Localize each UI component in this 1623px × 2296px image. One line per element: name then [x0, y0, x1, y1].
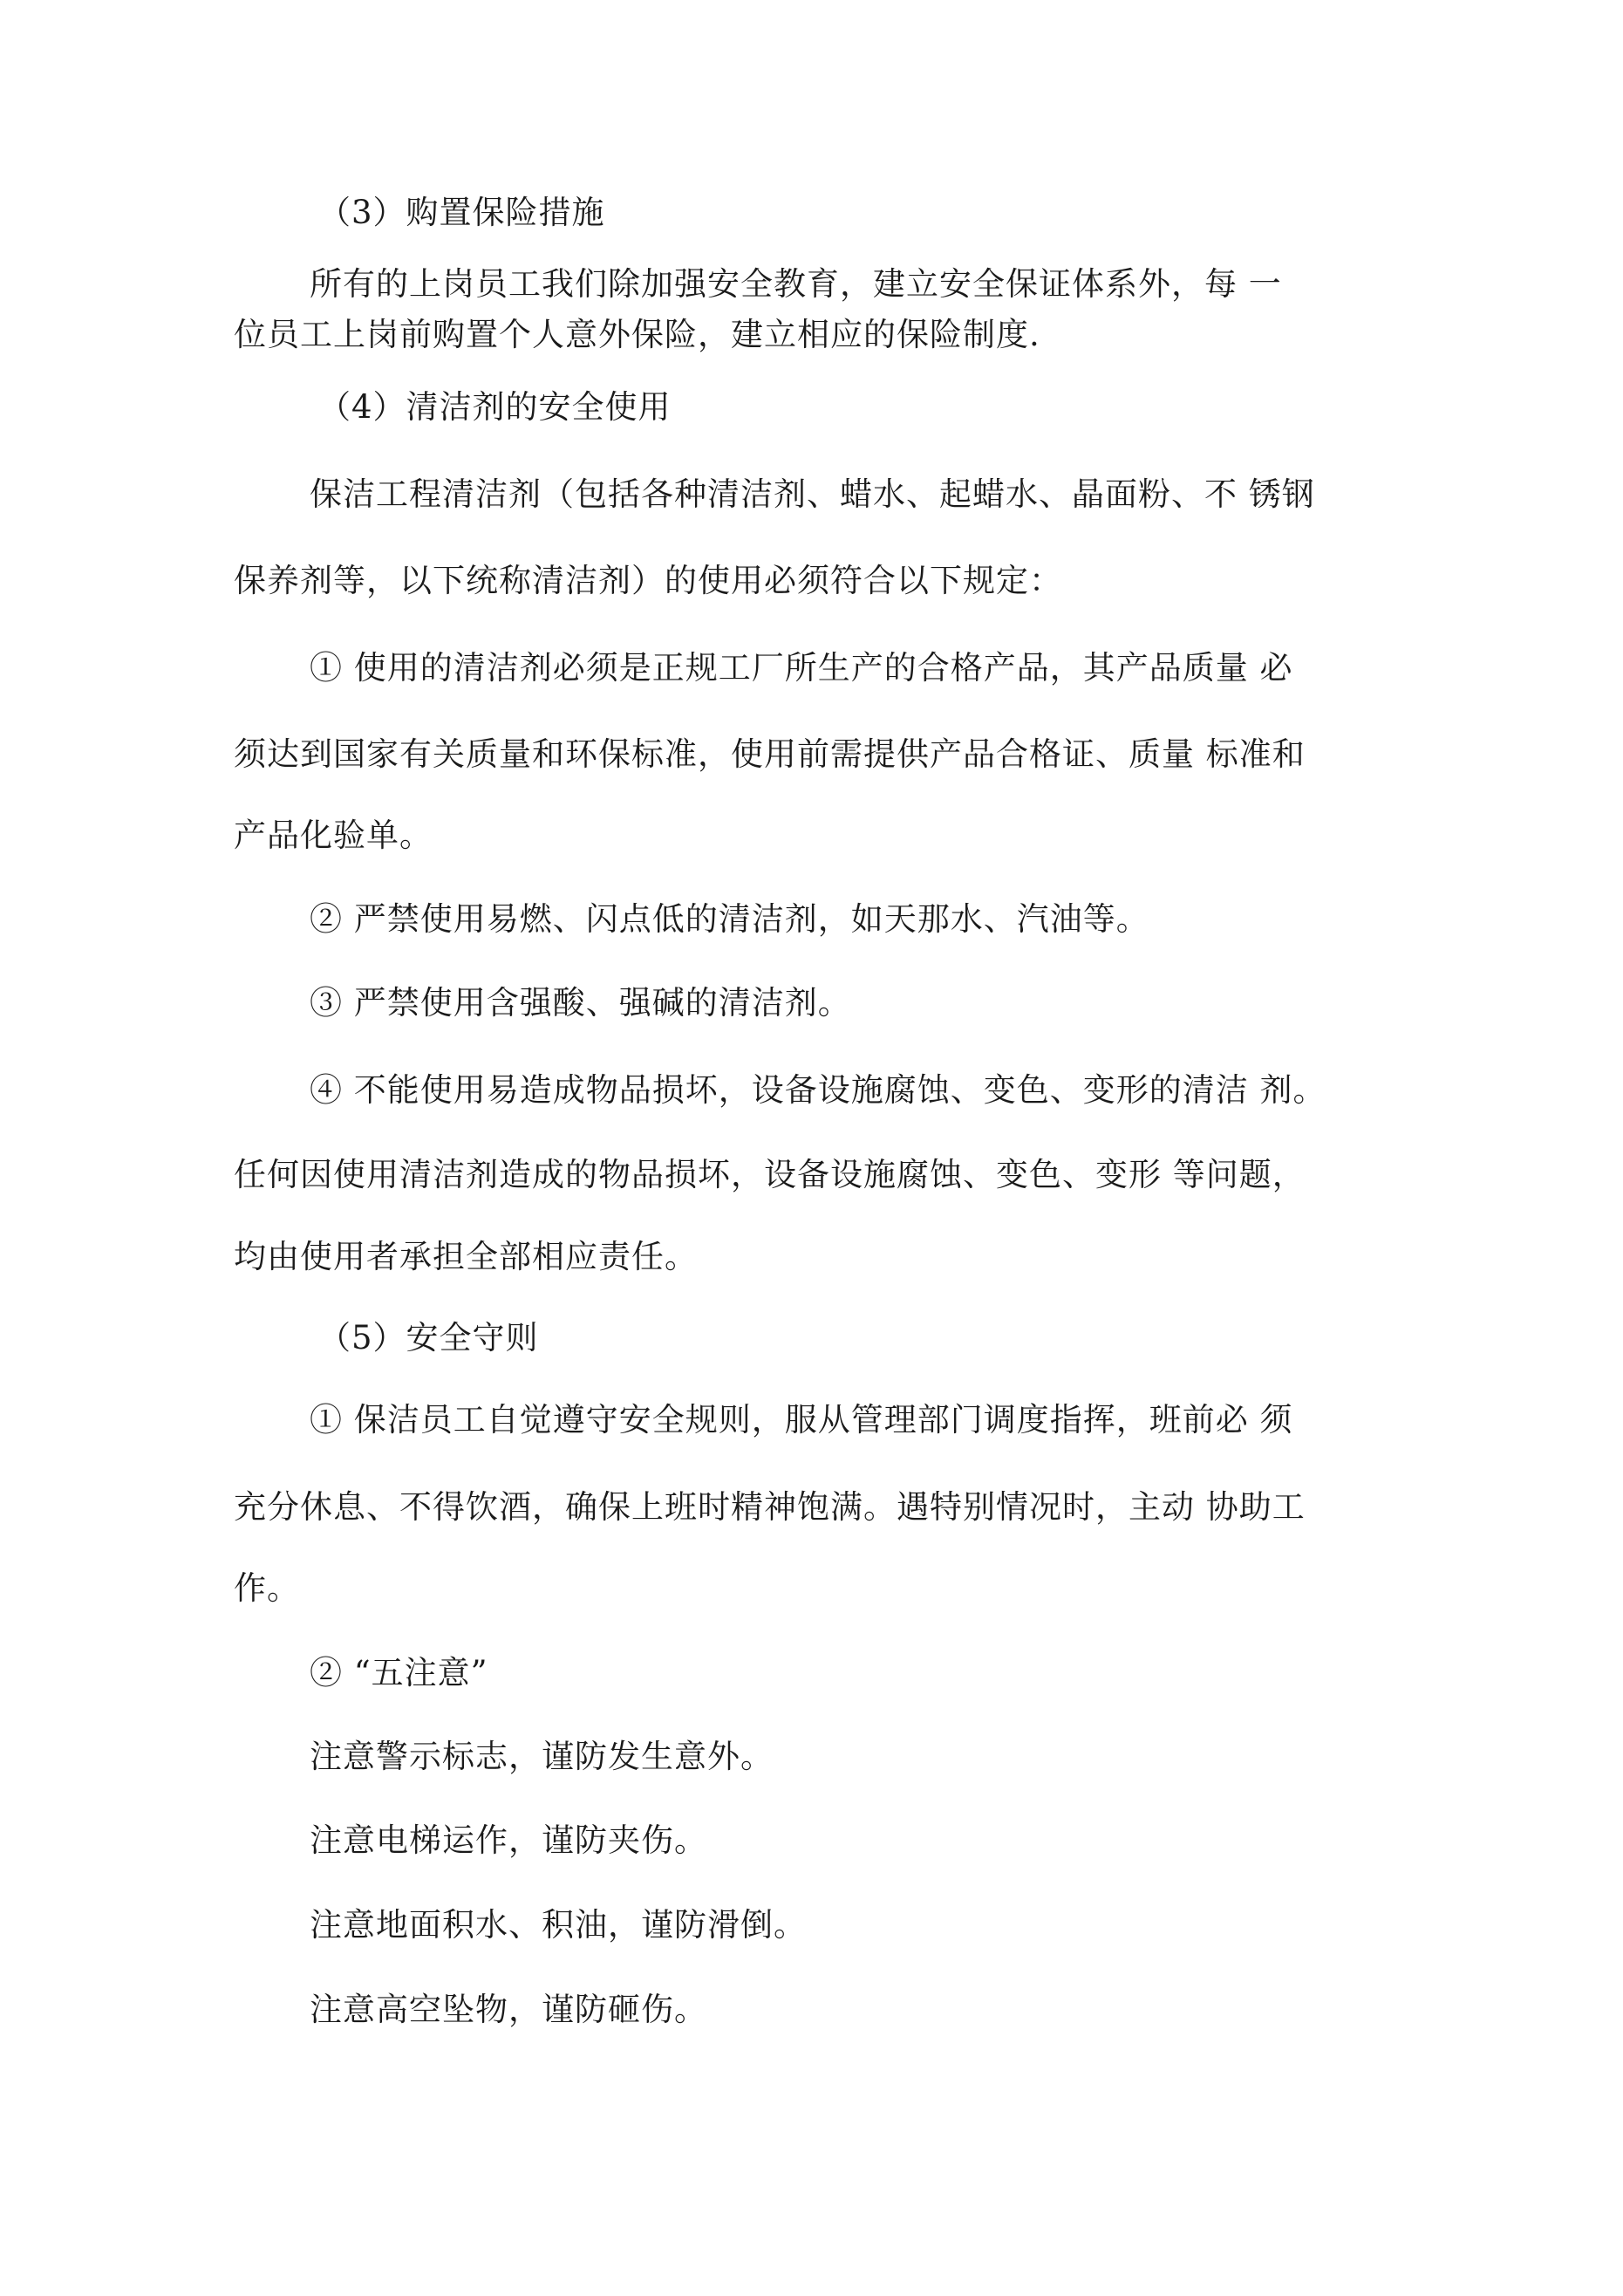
list-item-line: ④ 不能使用易造成物品损坏，设备设施腐蚀、变色、变形的清洁 剂。: [310, 1071, 1326, 1109]
list-item-line: 充分休息、不得饮酒，确保上班时精神饱满。遇特别情况时，主动 协助工: [234, 1488, 1306, 1526]
paragraph-line: 注意地面积水、积油，谨防滑倒。: [310, 1906, 807, 1944]
list-item-line: ① 使用的清洁剂必须是正规工厂所生产的合格产品，其产品质量 必: [310, 649, 1293, 687]
paragraph-line: 注意警示标志，谨防发生意外。: [310, 1738, 774, 1775]
list-item-line: 均由使用者承担全部相应责任。: [234, 1238, 698, 1275]
list-item-line: 产品化验单。: [234, 817, 433, 854]
list-item-line: ③ 严禁使用含强酸、强碱的清洁剂。: [310, 984, 851, 1022]
paragraph-line: 保洁工程清洁剂（包括各种清洁剂、蜡水、起蜡水、晶面粉、不 锈钢: [310, 475, 1315, 513]
section-heading-cleaner-safety: （4）清洁剂的安全使用: [318, 388, 672, 426]
list-item-line: ② 严禁使用易燃、闪点低的清洁剂，如天那水、汽油等。: [310, 900, 1149, 938]
paragraph-line: 位员工上岗前购置个人意外保险，建立相应的保险制度.: [234, 316, 1040, 353]
list-item-line: 须达到国家有关质量和环保标准，使用前需提供产品合格证、质量 标准和: [234, 735, 1306, 773]
list-item-line: 作。: [234, 1569, 300, 1607]
list-item-line: ② “五注意”: [310, 1654, 488, 1691]
paragraph-line: 注意高空坠物，谨防砸伤。: [310, 1991, 707, 2028]
list-item-line: ① 保洁员工自觉遵守安全规则，服从管理部门调度指挥，班前必 须: [310, 1401, 1293, 1438]
list-item-line: 任何因使用清洁剂造成的物品损坏，设备设施腐蚀、变色、变形 等问题，: [234, 1156, 1306, 1193]
paragraph-line: 注意电梯运作，谨防夹伤。: [310, 1821, 707, 1859]
paragraph-line: 保养剂等，以下统称清洁剂）的使用必须符合以下规定：: [234, 562, 1062, 599]
section-heading-insurance: （3）购置保险措施: [318, 194, 605, 231]
section-heading-safety-rules: （5）安全守则: [318, 1319, 539, 1356]
paragraph-line: 所有的上岗员工我们除加强安全教育，建立安全保证体系外，每 一: [310, 265, 1282, 303]
